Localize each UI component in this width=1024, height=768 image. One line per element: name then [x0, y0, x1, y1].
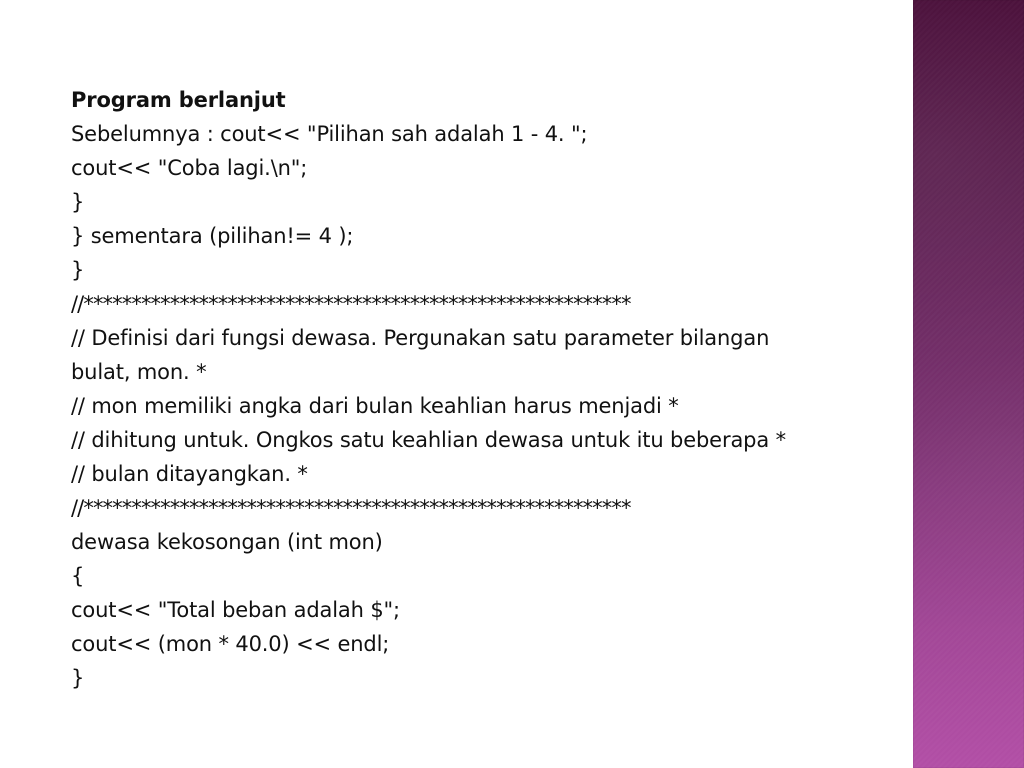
- code-line-2: cout<< "Coba lagi.\n";: [71, 156, 308, 180]
- comment-line-5: // bulan ditayangkan. *: [71, 462, 308, 486]
- code-line-4: } sementara (pilihan!= 4 );: [71, 224, 354, 248]
- code-line-3: }: [71, 190, 85, 214]
- code-line-1: Sebelumnya : cout<< "Pilihan sah adalah 1 - 4. ";: [71, 122, 588, 146]
- comment-separator-bottom: //*********************************************************: [71, 496, 631, 520]
- function-body-line-2: cout<< (mon * 40.0) << endl;: [71, 632, 390, 656]
- decorative-side-bar: [913, 0, 1024, 768]
- comment-line-4: // dihitung untuk. Ongkos satu keahlian dewasa untuk itu beberapa *: [71, 428, 786, 452]
- comment-line-2: bulat, mon. *: [71, 360, 207, 384]
- slide-title: Program berlanjut: [71, 88, 286, 112]
- comment-separator-top: //*********************************************************: [71, 292, 631, 316]
- function-body-line-1: cout<< "Total beban adalah $";: [71, 598, 400, 622]
- comment-line-1: // Definisi dari fungsi dewasa. Pergunakan satu parameter bilangan: [71, 326, 770, 350]
- slide-content: [71, 83, 906, 695]
- function-declaration: dewasa kekosongan (int mon): [71, 530, 383, 554]
- comment-line-3: // mon memiliki angka dari bulan keahlian harus menjadi *: [71, 394, 679, 418]
- function-close-brace: }: [71, 666, 85, 690]
- code-line-5: }: [71, 258, 85, 282]
- function-open-brace: {: [71, 564, 85, 588]
